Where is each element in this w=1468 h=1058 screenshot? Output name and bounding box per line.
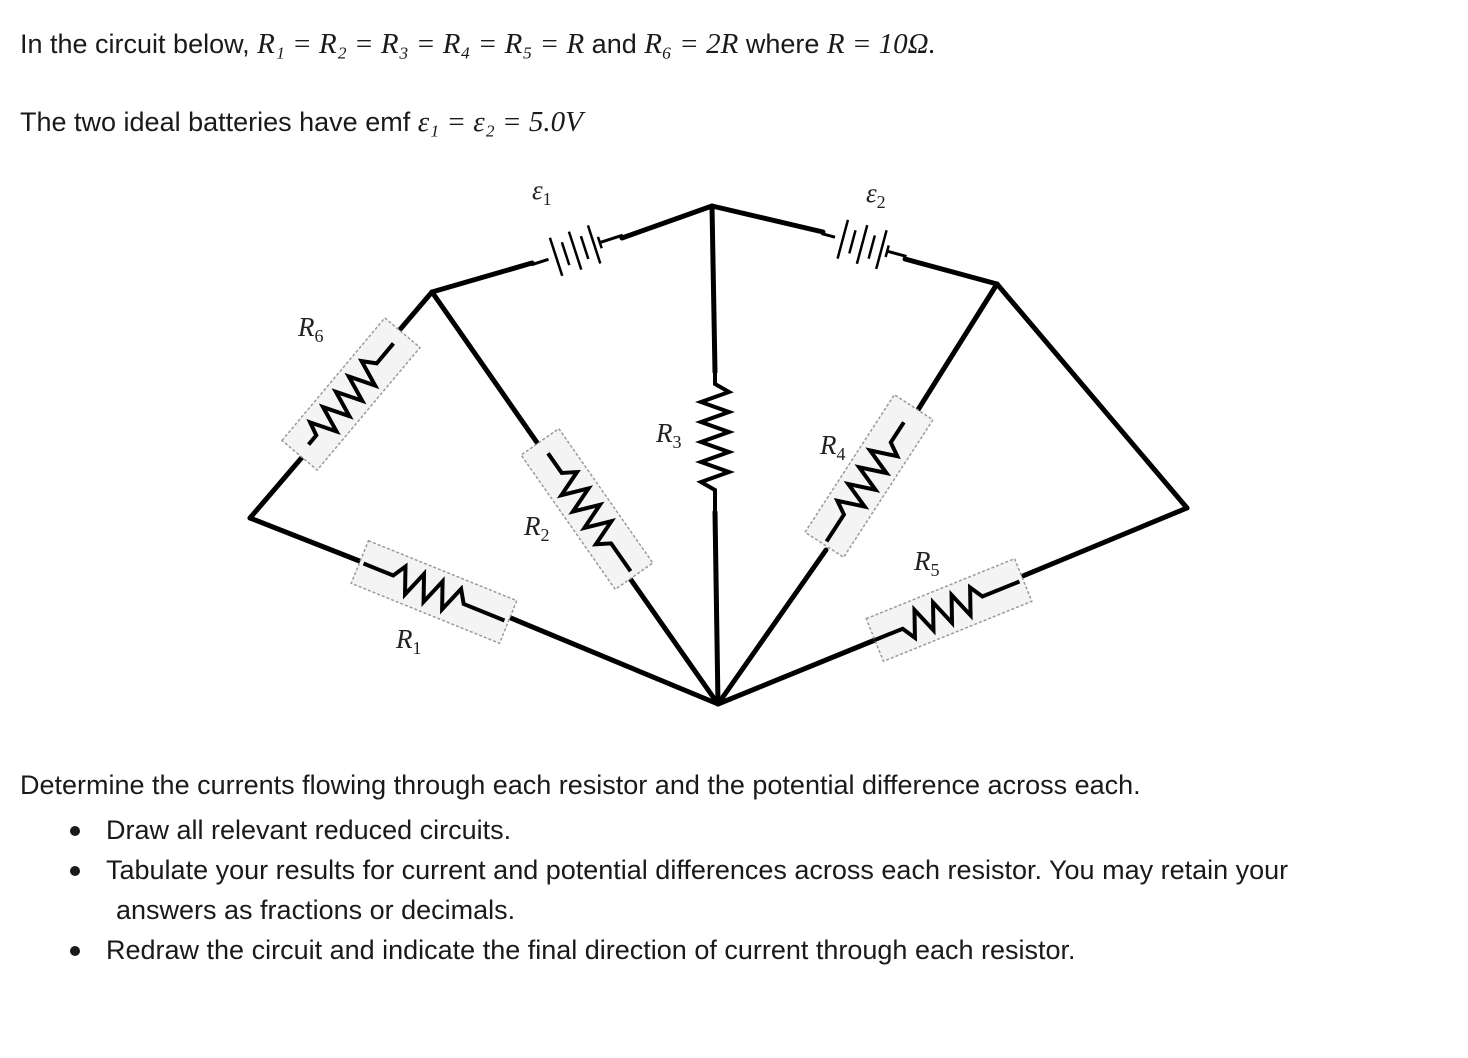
label-r1: $R_1$ <box>396 624 422 658</box>
label-r2: $R_2$ <box>524 511 550 545</box>
wire-r6-to-left-corner <box>250 455 304 518</box>
question-text: Determine the currents flowing through each resistor and the potential difference across each. <box>20 770 1141 800</box>
label-r3: $R_3$ <box>656 418 682 452</box>
resistor-equality-equation: R₁ = R₂ = R₃ = R₄ = R₅ = R <box>257 28 585 60</box>
task-2-continuation: answers as fractions or decimals. <box>116 895 516 925</box>
wire-left-top-to-e1 <box>432 263 532 292</box>
emf-prefix: The two ideal batteries have emf <box>20 107 418 137</box>
wire-right-top-to-right-corner <box>997 284 1187 508</box>
wire-r3-to-bottom <box>715 512 718 704</box>
task-3-text: Redraw the circuit and indicate the final direction of current through each resistor. <box>106 935 1076 965</box>
battery-e1 <box>525 216 629 284</box>
task-2-text: Tabulate your results for current and potential differences across each resistor. You may retain your <box>106 855 1289 885</box>
wire-e2-to-right-top <box>905 259 997 284</box>
wire-r6-to-left-top <box>397 292 432 333</box>
resistor-r3 <box>701 370 729 514</box>
wire-left-top-to-r2 <box>432 292 545 454</box>
r-value-equation: R = 10Ω. <box>826 28 936 60</box>
wire-top-center-to-r3 <box>712 206 715 372</box>
intro-and: and <box>584 29 645 59</box>
wire-top-center-to-e2 <box>712 206 823 232</box>
resistor-r5 <box>866 559 1032 662</box>
label-r5: $R_5$ <box>914 546 940 580</box>
label-e1: $\varepsilon_1$ <box>532 175 552 209</box>
resistor-r2 <box>521 429 653 590</box>
r6-equation: R₆ = 2R <box>644 28 739 60</box>
resistor-r1 <box>351 541 517 644</box>
task-list <box>70 810 1430 970</box>
task-item <box>70 850 1430 930</box>
wire-right-top-to-r4 <box>916 284 997 413</box>
emf-equation: ε₁ = ε₂ = 5.0V <box>417 106 583 138</box>
label-e2: $\varepsilon_2$ <box>866 178 886 212</box>
task-item <box>70 930 1430 970</box>
wire-left-corner-to-r1 <box>250 518 362 562</box>
task-1-text: Draw all relevant reduced circuits. <box>106 815 512 845</box>
intro-where: where <box>738 29 827 59</box>
wire-e1-to-top-center <box>622 206 712 238</box>
label-r4: $R_4$ <box>820 430 846 464</box>
label-r6: $R_6$ <box>298 312 324 346</box>
wire-right-corner-to-r5 <box>1018 508 1187 578</box>
task-item <box>70 810 1430 850</box>
resistor-r4 <box>805 395 933 558</box>
battery-e2 <box>816 214 911 275</box>
intro-prefix: In the circuit below, <box>20 29 258 59</box>
